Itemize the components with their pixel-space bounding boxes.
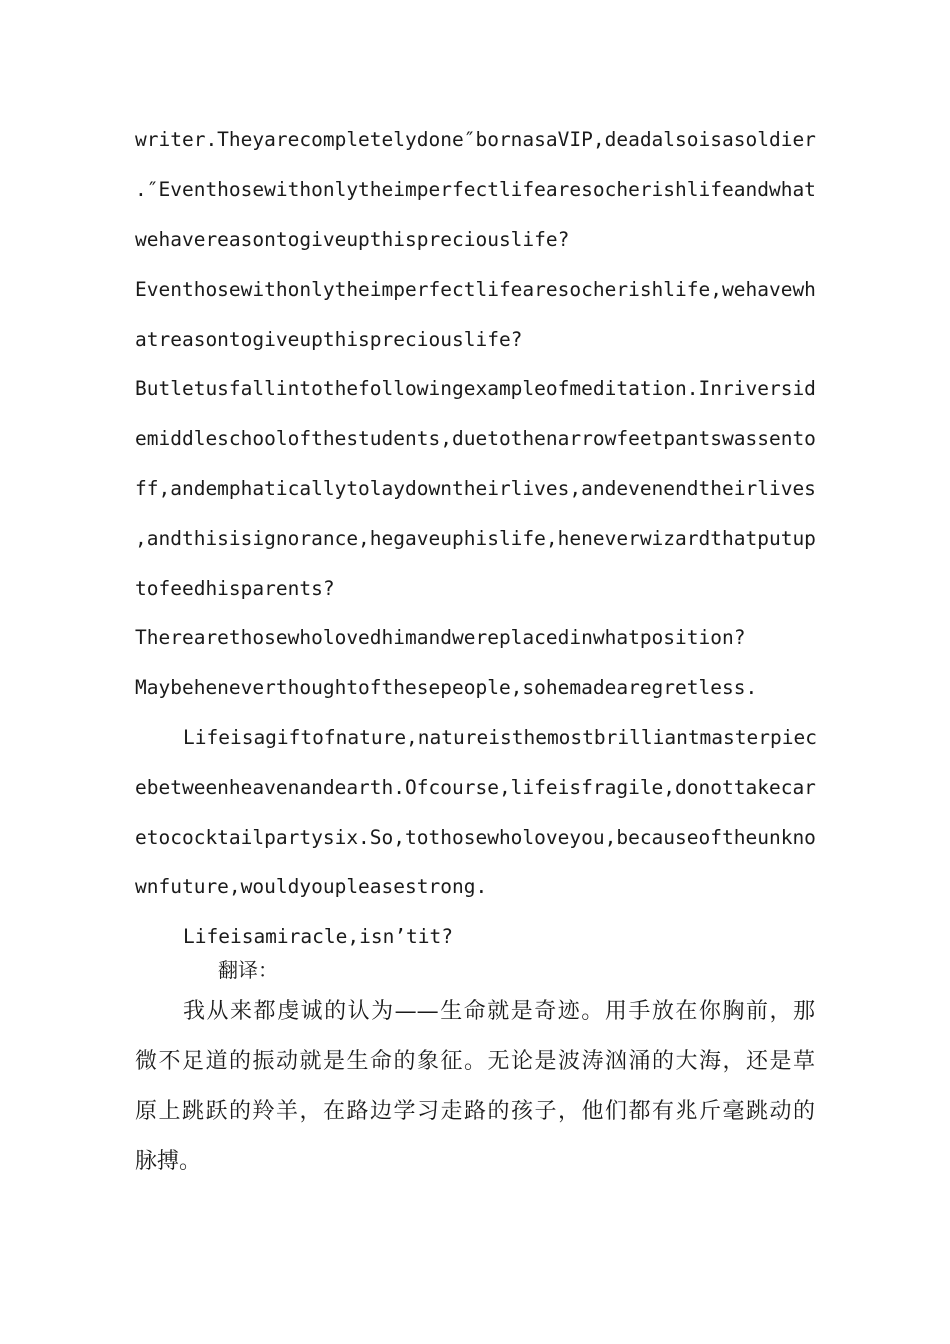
text-line: wnfuture,wouldyoupleasestrong. (135, 875, 488, 898)
text-line: Butletusfallintothefollowingexampleofmeditation.Inriversid (135, 377, 816, 400)
text-line: emiddleschoolofthestudents,duetothenarrowfeetpantswassento (135, 427, 816, 450)
text-line: Lifeisagiftofnature,natureisthemostbrilliantmasterpiec (183, 726, 817, 749)
text-line: ,andthisisignorance,hegaveuphislife,heneverwizardthatputup (135, 527, 816, 550)
text-line: tofeedhisparents? (135, 577, 335, 600)
text-line: writer.Theyarecompletelydone″bornasaVIP,deadalsoisasoldier (135, 128, 816, 151)
text-line: ebetweenheavenandearth.Ofcourse,lifeisfragile,donottakecar (135, 776, 816, 799)
chinese-text-line: 我从来都虔诚的认为——生命就是奇迹。用手放在你胸前，那 (183, 999, 815, 1024)
text-line: etococktailpartysix.So,tothosewholoveyou,becauseoftheunkno (135, 826, 816, 849)
text-line: Therearethosewholovedhimandwereplacedinwhatposition? (135, 626, 746, 649)
text-line: atreasontogiveupthispreciouslife? (135, 328, 523, 351)
text-line: .″Eventhosewithonlytheimperfectlifearesocherishlifeandwhat (135, 178, 816, 201)
translation-label: 翻译： (218, 958, 278, 982)
chinese-text-line: 脉搏。 (135, 1149, 202, 1174)
text-line: Maybeheneverthoughtofthesepeople,sohemadearegretless. (135, 676, 758, 699)
text-line: Lifeisamiracle,isn’tit? (183, 925, 454, 948)
text-line: Eventhosewithonlytheimperfectlifearesocherishlife,wehavewh (135, 278, 816, 301)
chinese-text-line: 原上跳跃的羚羊，在路边学习走路的孩子，他们都有兆斤毫跳动的 (135, 1099, 815, 1124)
chinese-text-line: 微不足道的振动就是生命的象征。无论是波涛汹涌的大海，还是草 (135, 1049, 815, 1074)
text-line: wehavereasontogiveupthispreciouslife? (135, 228, 570, 251)
text-line: ff,andemphaticallytolaydowntheirlives,andevenendtheirlives (135, 477, 816, 500)
